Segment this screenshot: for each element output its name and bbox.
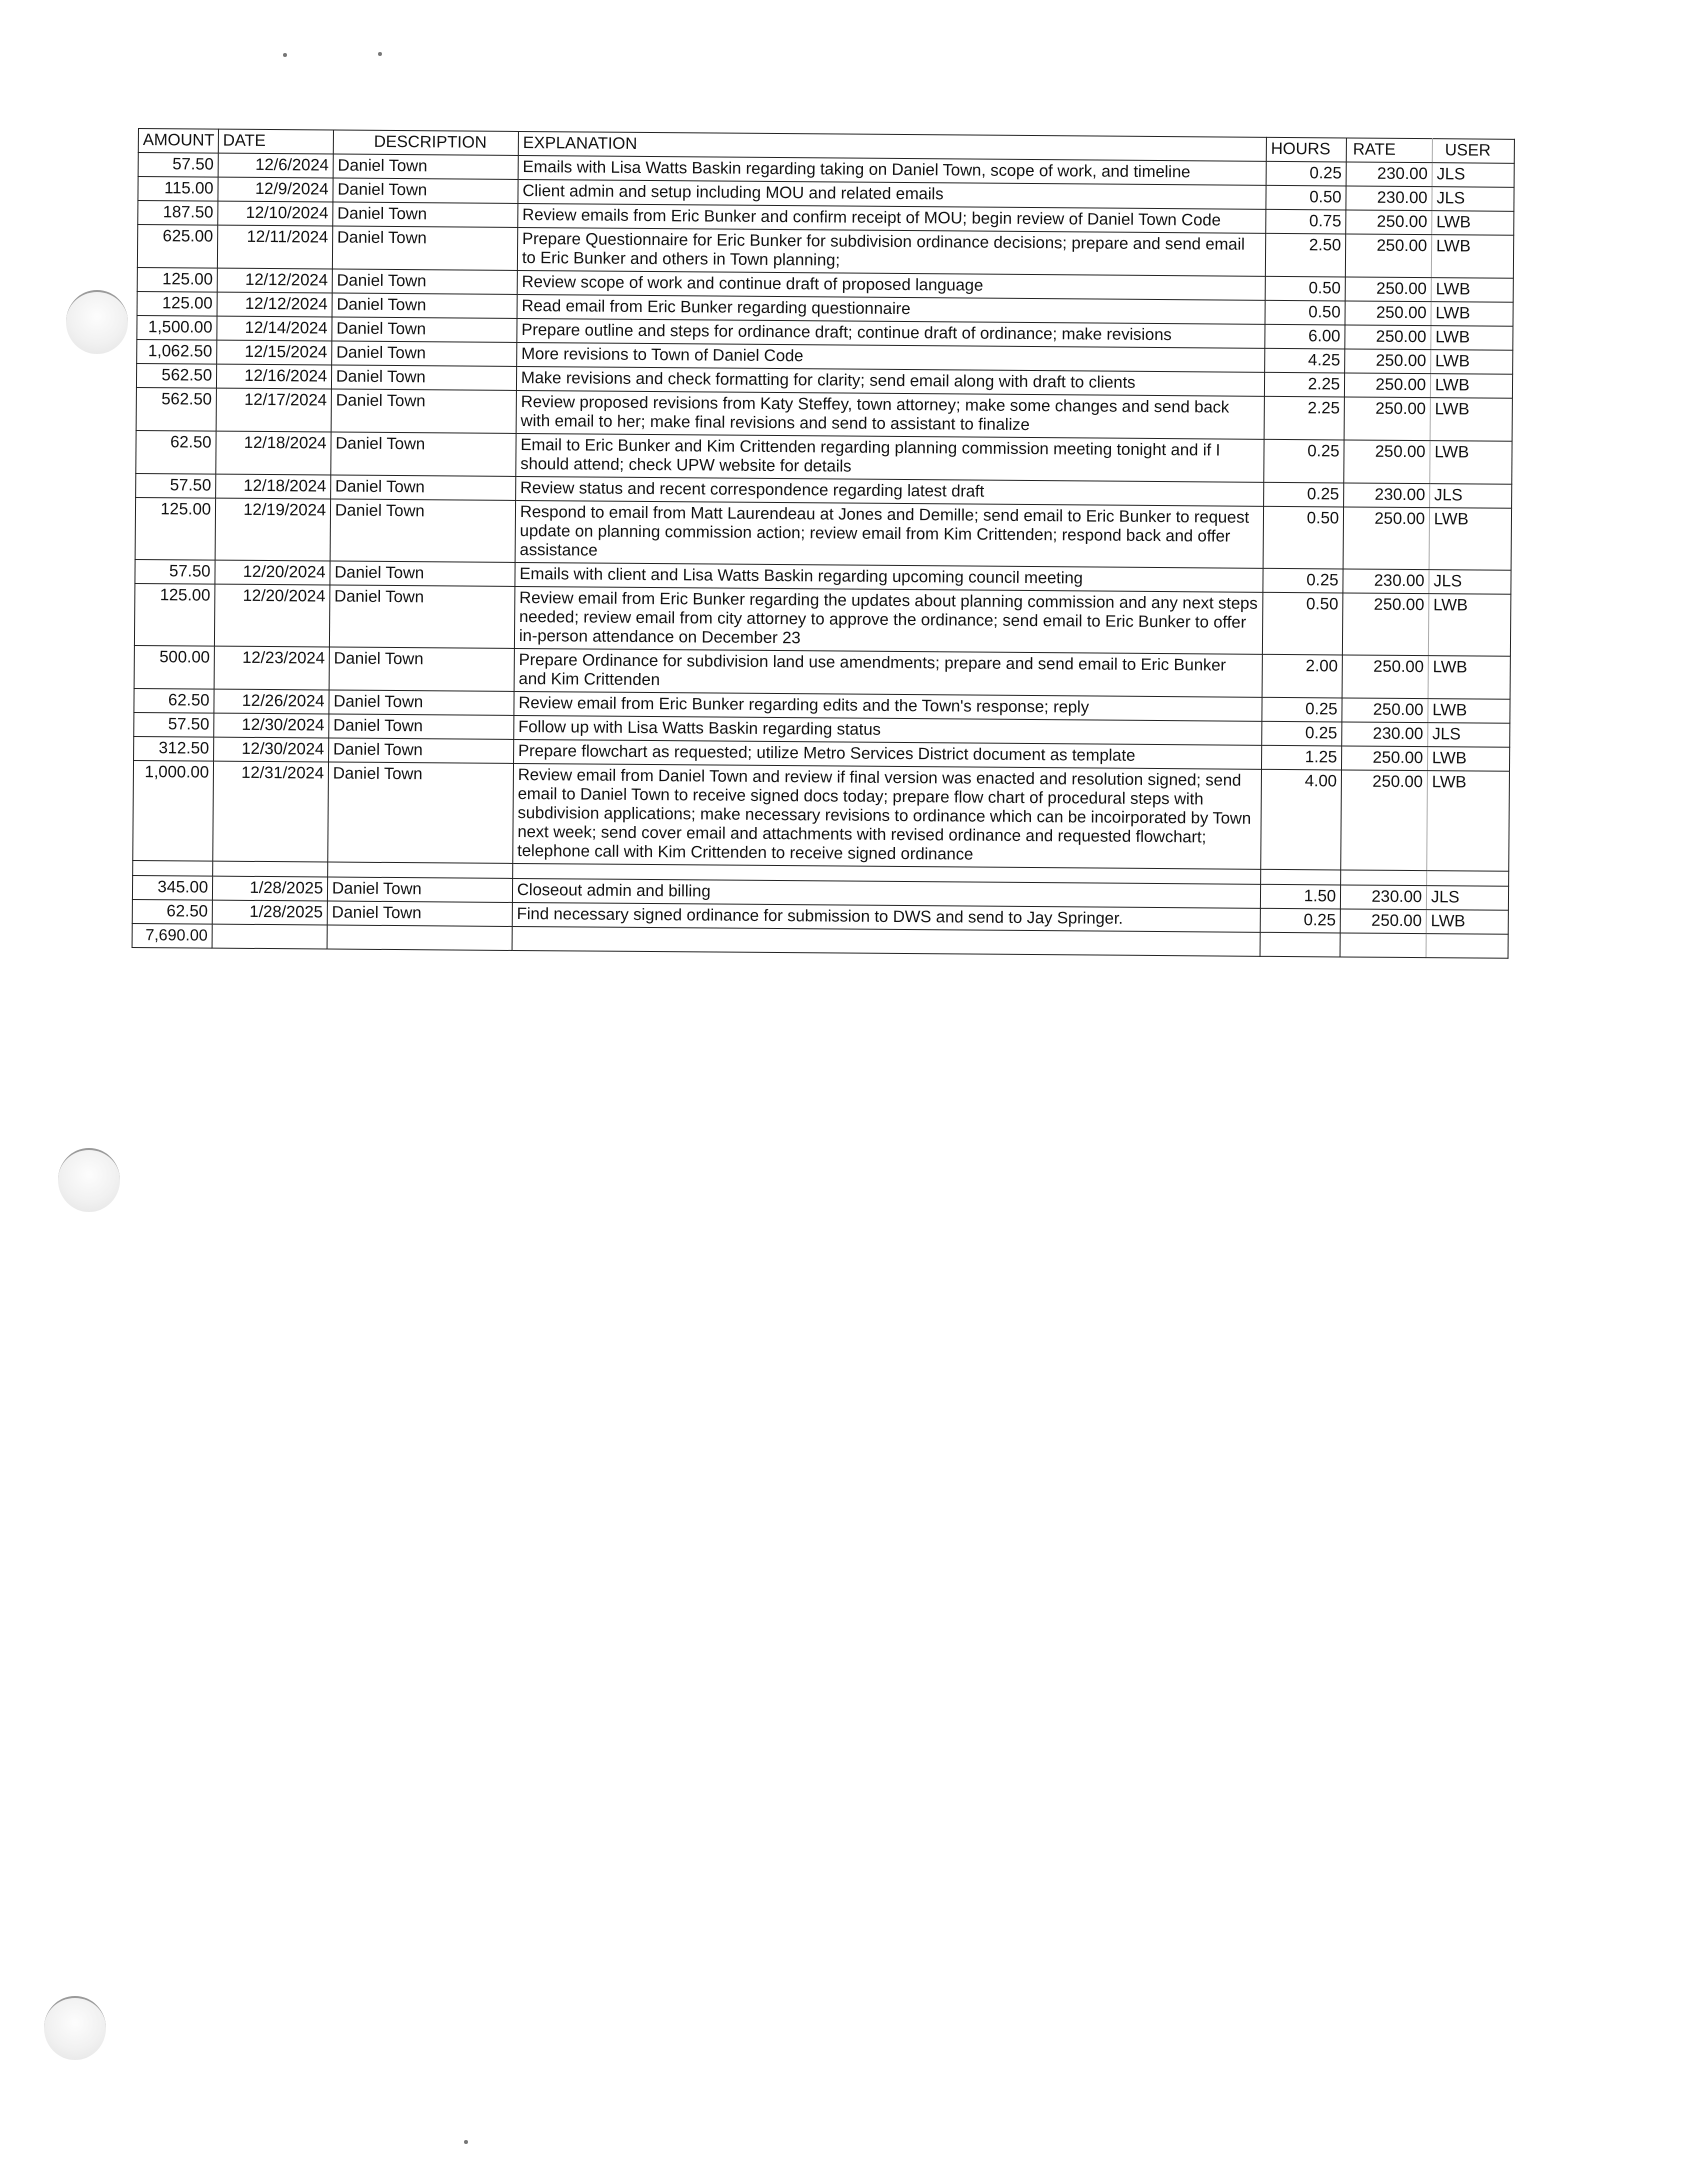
description-cell: Daniel Town [329, 690, 514, 715]
table-row [134, 583, 1510, 656]
explanation-cell: Closeout admin and billing [512, 878, 1260, 908]
spacer-cell [133, 860, 213, 876]
amount-cell: 125.00 [137, 267, 217, 292]
date-cell: 12/23/2024 [214, 646, 329, 690]
hours-cell: 0.50 [1266, 185, 1346, 210]
rate-cell: 250.00 [1344, 397, 1430, 441]
rate-cell: 250.00 [1345, 325, 1431, 350]
explanation-cell: Read email from Eric Bunker regarding questionnaire [517, 294, 1265, 324]
total-empty-cell [512, 926, 1260, 956]
header-user: USER [1432, 139, 1514, 164]
rate-cell: 230.00 [1346, 186, 1432, 211]
date-cell: 12/19/2024 [215, 498, 330, 561]
user-cell: LWB [1427, 747, 1509, 772]
explanation-cell: Review proposed revisions from Katy Steffey, town attorney; make some changes and send back with email to her; make final revisions and send to assistant to finalize [516, 390, 1264, 439]
total-empty-cell [1426, 934, 1508, 959]
spacer-cell [1427, 871, 1509, 887]
amount-cell: 57.50 [134, 712, 214, 737]
date-cell: 12/14/2024 [217, 316, 332, 341]
description-cell: Daniel Town [333, 154, 518, 179]
explanation-cell: Prepare flowchart as requested; utilize Metro Services District document as template [514, 739, 1262, 769]
total-empty-cell [1260, 932, 1340, 957]
punch-hole [58, 1148, 120, 1212]
scan-speck [378, 52, 382, 56]
description-cell: Daniel Town [332, 293, 517, 318]
date-cell: 12/12/2024 [217, 268, 332, 293]
amount-cell: 62.50 [134, 688, 214, 713]
amount-cell: 312.50 [134, 736, 214, 761]
date-cell: 12/11/2024 [217, 225, 332, 269]
user-cell: JLS [1428, 723, 1510, 748]
hours-cell: 0.25 [1264, 482, 1344, 507]
explanation-cell: Review email from Eric Bunker regarding edits and the Town's response; reply [514, 691, 1262, 721]
hours-cell: 2.50 [1265, 233, 1345, 277]
explanation-cell: Find necessary signed ordinance for submission to DWS and send to Jay Springer. [512, 902, 1260, 932]
table-body [132, 153, 1514, 935]
date-cell: 12/9/2024 [218, 177, 333, 202]
explanation-cell: Review scope of work and continue draft of proposed language [517, 270, 1265, 300]
time-entries-table [132, 128, 1515, 959]
scan-speck [464, 2140, 468, 2144]
amount-cell: 1,062.50 [137, 339, 217, 364]
description-cell: Daniel Town [329, 738, 514, 763]
description-cell: Daniel Town [329, 647, 514, 691]
header-rate: RATE [1346, 138, 1432, 163]
rate-cell: 250.00 [1342, 698, 1428, 723]
rate-cell: 230.00 [1344, 483, 1430, 508]
description-cell: Daniel Town [328, 762, 514, 863]
header-explanation: EXPLANATION [518, 131, 1266, 161]
user-cell: LWB [1428, 594, 1510, 657]
explanation-cell: Emails with client and Lisa Watts Baskin regarding upcoming council meeting [515, 562, 1263, 592]
explanation-cell: Make revisions and check formatting for clarity; send email along with draft to clients [516, 366, 1264, 396]
user-cell: LWB [1432, 211, 1514, 236]
total-empty-cell [327, 925, 512, 950]
hours-cell: 2.25 [1264, 396, 1344, 440]
spacer-cell [1261, 869, 1341, 885]
hours-cell: 0.25 [1262, 697, 1342, 722]
date-cell: 12/12/2024 [217, 292, 332, 317]
date-cell: 12/10/2024 [218, 201, 333, 226]
rate-cell: 230.00 [1342, 722, 1428, 747]
amount-cell: 187.50 [138, 201, 218, 226]
amount-cell: 562.50 [136, 363, 216, 388]
hours-cell: 2.00 [1262, 654, 1342, 698]
explanation-cell: Review email from Eric Bunker regarding the updates about planning commission and any next steps needed; review email from city attorney to approve the ordinance; send email to Eric Bunker to offer in-person attendance on December 23 [514, 586, 1262, 654]
amount-cell: 562.50 [136, 387, 216, 431]
hours-cell: 0.25 [1263, 568, 1343, 593]
date-cell: 12/20/2024 [215, 560, 330, 585]
explanation-cell: Client admin and setup including MOU and related emails [518, 179, 1266, 209]
description-cell: Daniel Town [333, 178, 518, 203]
description-cell: Daniel Town [330, 561, 515, 586]
rate-cell: 250.00 [1341, 770, 1428, 871]
date-cell: 12/30/2024 [214, 713, 329, 738]
rate-cell: 250.00 [1344, 440, 1430, 484]
hours-cell: 0.25 [1266, 161, 1346, 186]
date-cell: 12/15/2024 [217, 340, 332, 365]
rate-cell: 250.00 [1342, 655, 1428, 699]
description-cell: Daniel Town [332, 226, 517, 270]
user-cell: LWB [1431, 235, 1513, 279]
description-cell: Daniel Town [331, 389, 516, 433]
explanation-cell: Follow up with Lisa Watts Baskin regarding status [514, 715, 1262, 745]
user-cell: LWB [1430, 398, 1512, 442]
amount-cell: 115.00 [138, 177, 218, 202]
description-cell: Daniel Town [332, 317, 517, 342]
description-cell: Daniel Town [331, 432, 516, 476]
user-cell: JLS [1426, 886, 1508, 911]
date-cell: 12/31/2024 [213, 761, 329, 862]
punch-hole [66, 290, 128, 354]
user-cell: LWB [1426, 910, 1508, 935]
hours-cell: 0.25 [1262, 721, 1342, 746]
date-cell: 12/17/2024 [216, 388, 331, 432]
date-cell: 12/20/2024 [214, 584, 329, 647]
explanation-cell: Review email from Daniel Town and review if final version was enacted and resolution signed; send email to Daniel Town to receive signed docs today; prepare flow chart of procedural steps with subdivision applications; make necessary revisions to ordinance which can be incoirporated by Town next week; send cover email and attachments with revised ordinance and requested flowchart; telephone call with Kim Crittenden to receive signed ordinance [513, 763, 1262, 869]
description-cell: Daniel Town [327, 877, 512, 902]
amount-cell: 345.00 [132, 875, 212, 900]
hours-cell: 0.50 [1262, 592, 1342, 655]
hours-cell: 0.50 [1265, 276, 1345, 301]
amount-cell: 62.50 [136, 430, 216, 474]
amount-cell: 57.50 [136, 473, 216, 498]
user-cell: LWB [1431, 278, 1513, 303]
date-cell: 12/6/2024 [218, 153, 333, 178]
explanation-cell: Review emails from Eric Bunker and confirm receipt of MOU; begin review of Daniel Town Code [518, 203, 1266, 233]
explanation-cell: Respond to email from Matt Laurendeau at Jones and Demille; send email to Eric Bunker to request update on planning commission action; review email from Kim Crittenden; respond back and offer assistance [515, 500, 1263, 568]
description-cell: Daniel Town [327, 901, 512, 926]
date-cell: 12/18/2024 [216, 431, 331, 475]
header-date: DATE [218, 129, 333, 154]
explanation-cell: More revisions to Town of Daniel Code [517, 342, 1265, 372]
hours-cell: 4.25 [1265, 348, 1345, 373]
user-cell: JLS [1429, 570, 1511, 595]
date-cell: 1/28/2025 [212, 876, 327, 901]
header-amount: AMOUNT [138, 129, 218, 154]
amount-cell: 625.00 [137, 225, 217, 269]
user-cell: JLS [1430, 484, 1512, 509]
user-cell: LWB [1428, 699, 1510, 724]
hours-cell: 1.25 [1261, 745, 1341, 770]
description-cell: Daniel Town [333, 202, 518, 227]
hours-cell: 2.25 [1264, 372, 1344, 397]
user-cell: JLS [1432, 187, 1514, 212]
user-cell: LWB [1430, 441, 1512, 485]
description-cell: Daniel Town [332, 269, 517, 294]
punch-hole [44, 1996, 106, 2060]
rate-cell: 250.00 [1340, 909, 1426, 934]
date-cell: 1/28/2025 [212, 900, 327, 925]
amount-cell: 62.50 [132, 899, 212, 924]
hours-cell: 0.50 [1265, 300, 1345, 325]
hours-cell: 4.00 [1261, 769, 1342, 870]
user-cell: LWB [1431, 326, 1513, 351]
rate-cell: 230.00 [1340, 885, 1426, 910]
description-cell: Daniel Town [332, 341, 517, 366]
table-row [135, 497, 1511, 570]
date-cell: 12/30/2024 [214, 737, 329, 762]
total-amount: 7,690.00 [132, 923, 212, 948]
date-cell: 12/26/2024 [214, 689, 329, 714]
explanation-cell: Prepare Ordinance for subdivision land use amendments; prepare and send email to Eric Bunker and Kim Crittenden [514, 648, 1262, 697]
rate-cell: 250.00 [1345, 301, 1431, 326]
user-cell: JLS [1432, 163, 1514, 188]
amount-cell: 500.00 [134, 645, 214, 689]
hours-cell: 0.75 [1266, 209, 1346, 234]
hours-cell: 1.50 [1260, 884, 1340, 909]
rate-cell: 250.00 [1345, 349, 1431, 374]
explanation-cell: Email to Eric Bunker and Kim Crittenden regarding planning commission meeting tonight and if I should attend; check UPW website for details [516, 433, 1264, 482]
hours-cell: 0.25 [1260, 908, 1340, 933]
date-cell: 12/16/2024 [216, 364, 331, 389]
explanation-cell: Emails with Lisa Watts Baskin regarding taking on Daniel Town, scope of work, and timeline [518, 155, 1266, 185]
billing-sheet [132, 128, 1514, 959]
explanation-cell: Prepare outline and steps for ordinance draft; continue draft of ordinance; make revisions [517, 318, 1265, 348]
description-cell: Daniel Town [329, 714, 514, 739]
date-cell: 12/18/2024 [216, 474, 331, 499]
description-cell: Daniel Town [331, 365, 516, 390]
rate-cell: 250.00 [1341, 746, 1427, 771]
amount-cell: 1,500.00 [137, 315, 217, 340]
amount-cell: 57.50 [138, 153, 218, 178]
rate-cell: 250.00 [1344, 373, 1430, 398]
scan-speck [283, 53, 287, 57]
rate-cell: 250.00 [1346, 210, 1432, 235]
user-cell: LWB [1431, 302, 1513, 327]
rate-cell: 250.00 [1345, 234, 1431, 278]
total-empty-cell [212, 924, 327, 949]
description-cell: Daniel Town [329, 585, 514, 648]
user-cell: LWB [1427, 771, 1510, 872]
amount-cell: 1,000.00 [133, 760, 214, 861]
amount-cell: 125.00 [137, 291, 217, 316]
rate-cell: 230.00 [1346, 162, 1432, 187]
description-cell: Daniel Town [331, 475, 516, 500]
description-cell: Daniel Town [330, 499, 515, 562]
hours-cell: 0.25 [1264, 439, 1344, 483]
user-cell: LWB [1430, 374, 1512, 399]
user-cell: LWB [1428, 656, 1510, 700]
spacer-cell [213, 861, 328, 877]
header-description: DESCRIPTION [333, 130, 518, 155]
amount-cell: 57.50 [135, 559, 215, 584]
hours-cell: 0.50 [1263, 506, 1343, 569]
explanation-cell: Prepare Questionnaire for Eric Bunker for subdivision ordinance decisions; prepare and send email to Eric Bunker and others in Town planning; [517, 227, 1265, 276]
rate-cell: 250.00 [1345, 277, 1431, 302]
user-cell: LWB [1431, 350, 1513, 375]
header-hours: HOURS [1266, 137, 1346, 162]
amount-cell: 125.00 [135, 497, 215, 560]
table-row [133, 760, 1510, 871]
user-cell: LWB [1429, 508, 1511, 571]
amount-cell: 125.00 [134, 583, 214, 646]
total-empty-cell [1340, 933, 1426, 958]
explanation-cell: Review status and recent correspondence regarding latest draft [516, 476, 1264, 506]
rate-cell: 230.00 [1343, 569, 1429, 594]
spacer-cell [328, 862, 513, 878]
hours-cell: 6.00 [1265, 324, 1345, 349]
spacer-cell [1341, 870, 1427, 886]
rate-cell: 250.00 [1343, 507, 1429, 570]
rate-cell: 250.00 [1342, 593, 1428, 656]
